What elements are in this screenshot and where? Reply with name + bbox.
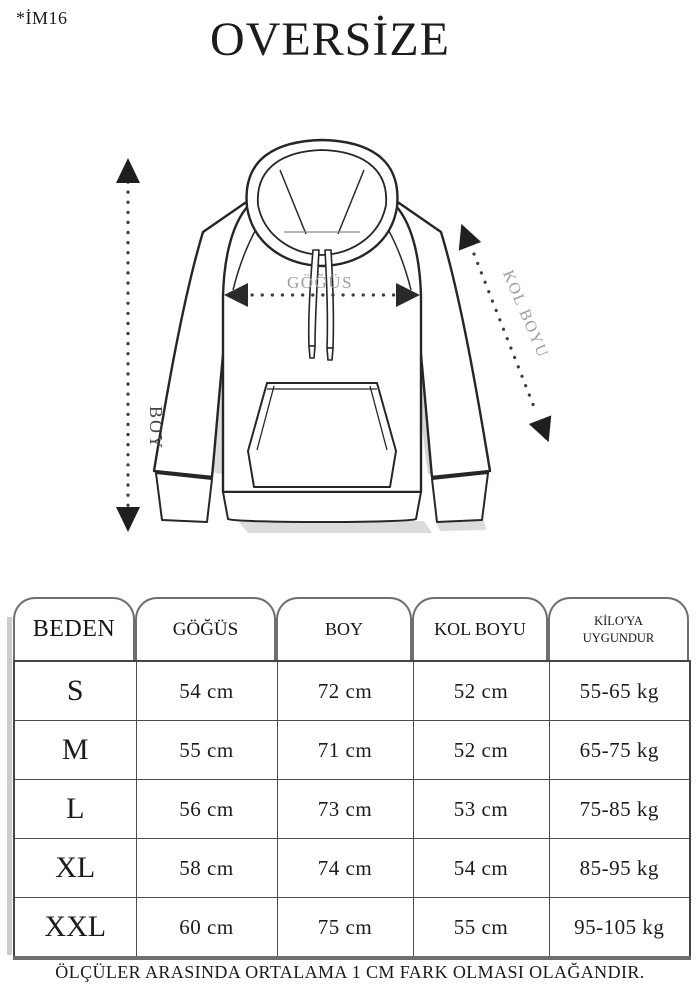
length-arrow-down-icon — [116, 507, 140, 532]
size-value-cell: M — [14, 721, 136, 780]
chest-label: GÖĞÜS — [286, 273, 354, 292]
header-cell-length: BOY — [276, 597, 412, 660]
size-value-cell: S — [14, 661, 136, 721]
length-arrow-up-icon — [116, 158, 140, 183]
sleeve-arrow-up-icon — [450, 220, 481, 251]
weight-value-cell: 65-75 kg — [549, 721, 690, 780]
size-value-cell: XL — [14, 839, 136, 898]
length-value-cell: 73 cm — [277, 780, 413, 839]
sleeve-value-cell: 52 cm — [413, 721, 549, 780]
table-row — [14, 721, 690, 780]
weight-value-cell: 85-95 kg — [549, 839, 690, 898]
size-chart-body — [13, 660, 691, 960]
sleeve-value-cell: 52 cm — [413, 661, 549, 721]
scan-edge-shadow — [7, 617, 12, 955]
header-cell-size: BEDEN — [13, 597, 135, 660]
table-row — [14, 839, 690, 898]
size-value-cell: XXL — [14, 898, 136, 959]
hood-inner — [258, 150, 386, 255]
header-cell-sleeve: KOL BOYU — [412, 597, 548, 660]
chest-value-cell: 54 cm — [136, 661, 277, 721]
table-row — [14, 898, 690, 959]
weight-value-cell: 95-105 kg — [549, 898, 690, 959]
header-cell-chest: GÖĞÜS — [135, 597, 276, 660]
table-row — [14, 780, 690, 839]
length-value-cell: 74 cm — [277, 839, 413, 898]
sleeve-arrow-down-icon — [529, 415, 560, 446]
hem-band — [223, 492, 421, 522]
weight-value-cell: 75-85 kg — [549, 780, 690, 839]
length-value-cell: 72 cm — [277, 661, 413, 721]
size-chart — [13, 597, 689, 960]
size-value-cell: L — [14, 780, 136, 839]
weight-value-cell: 55-65 kg — [549, 661, 690, 721]
length-label: BOY — [146, 405, 166, 451]
right-cuff — [432, 473, 488, 522]
size-chart-header — [13, 597, 689, 660]
left-cuff — [156, 473, 212, 522]
length-value-cell: 71 cm — [277, 721, 413, 780]
sleeve-label: KOL BOYU — [499, 267, 552, 361]
hoodie-illustration — [154, 140, 490, 522]
header-cell-weight: KİLO'YA UYGUNDUR — [548, 597, 689, 660]
table-row — [14, 661, 690, 721]
sleeve-value-cell: 54 cm — [413, 839, 549, 898]
sleeve-value-cell: 55 cm — [413, 898, 549, 959]
chest-value-cell: 58 cm — [136, 839, 277, 898]
product-code: *İM16 — [16, 8, 68, 28]
chest-value-cell: 56 cm — [136, 780, 277, 839]
tolerance-note: ÖLÇÜLER ARASINDA ORTALAMA 1 CM FARK OLMASI OLAĞANDIR. — [55, 962, 645, 982]
length-value-cell: 75 cm — [277, 898, 413, 959]
sleeve-value-cell: 53 cm — [413, 780, 549, 839]
chest-value-cell: 60 cm — [136, 898, 277, 959]
page-title: OVERSİZE — [210, 13, 450, 66]
chest-value-cell: 55 cm — [136, 721, 277, 780]
